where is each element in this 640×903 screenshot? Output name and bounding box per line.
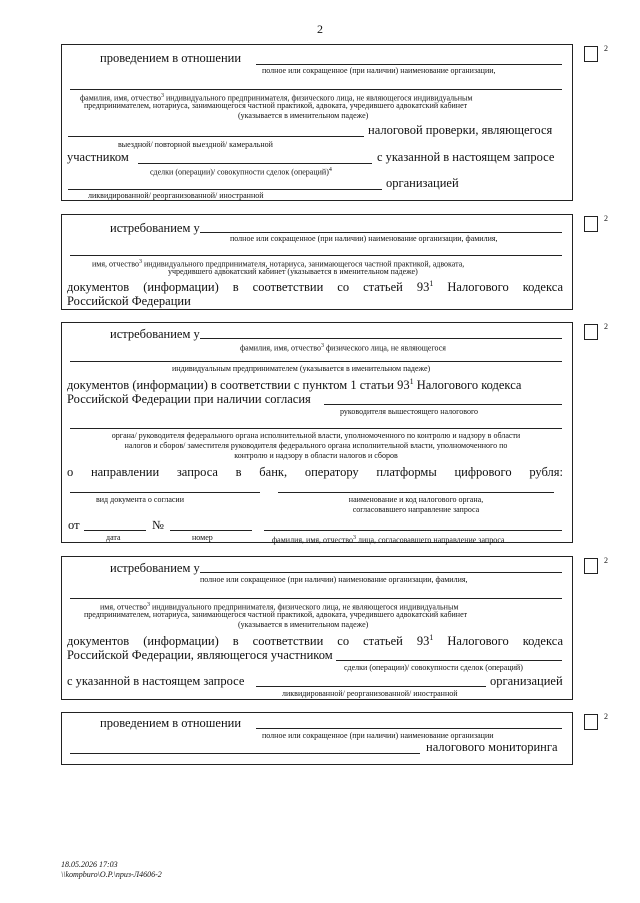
consent-authority-line-2[interactable] (70, 428, 562, 429)
person-name-line-2[interactable] (70, 361, 562, 362)
field-caption: дата (106, 533, 121, 542)
file-path: \\kompburo\О.Р.\приз-Л4606-2 (61, 870, 162, 879)
section-monitoring-checkbox[interactable] (584, 714, 598, 730)
organization-text: организацией (386, 176, 459, 190)
field-caption: номер (192, 533, 213, 542)
organization-type-line[interactable] (68, 189, 382, 190)
approver-name-line[interactable] (264, 530, 562, 531)
lead-text: проведением в отношении (100, 716, 242, 730)
checkbox-footnote-mark: 2 (604, 214, 608, 223)
field-caption: контролю и надзору в области налогов и сборов (234, 451, 398, 460)
field-caption: учредившего адвокатский кабинет (указывается в именительном падеже) (168, 267, 418, 276)
with-request-text: с указанной в настоящем запросе (377, 150, 555, 164)
bank-request-text: о направлении запроса в банк, оператору платформы цифрового рубля: (67, 465, 563, 479)
checkbox-footnote-mark: 2 (604, 322, 608, 331)
number-sign-text: № (152, 518, 164, 532)
organization-type-line[interactable] (256, 686, 486, 687)
consent-document-line[interactable] (70, 492, 260, 493)
audit-text: налоговой проверки, являющегося (368, 123, 553, 137)
field-caption: полное или сокращенное (при наличии) наименование организации, (262, 66, 496, 75)
field-caption: предпринимателем, нотариуса, занимающегося частной практикой, адвоката, учредившего адвокатский кабинет (84, 101, 468, 110)
rf-participant-text: Российской Федерации, являющегося участником (67, 648, 333, 662)
organization-name-line-2[interactable] (70, 255, 562, 256)
with-request-text: с указанной в настоящем запросе (67, 674, 245, 688)
field-caption: индивидуальным предпринимателем (указывается в именительном падеже) (172, 364, 431, 373)
field-caption: согласовавшего направление запроса (352, 505, 480, 514)
date-line[interactable] (84, 530, 146, 531)
field-caption: фамилия, имя, отчество$^3$ индивидуального предпринимателя, физического лица, не являющегося индивидуальным (80, 93, 473, 103)
checkbox-footnote-mark: 2 (604, 44, 608, 53)
organization-text: организацией (490, 674, 563, 688)
field-caption: вид документа о согласии (96, 495, 184, 504)
organization-name-line-2[interactable] (70, 753, 420, 754)
documents-text: документов (информации) в соответствии с пунктом 1 статьи $93^1$ Налогового кодекса (67, 377, 522, 393)
print-date: 18.05.2026 17:03 (61, 860, 118, 869)
checkbox-footnote-mark: 2 (604, 712, 608, 721)
organization-name-line[interactable] (200, 232, 562, 233)
organization-name-line-2[interactable] (70, 89, 562, 90)
field-caption: руководителя вышестоящего налогового (340, 407, 479, 416)
organization-name-line[interactable] (200, 572, 562, 573)
section-request-person-checkbox[interactable] (584, 324, 598, 340)
section-request-org-checkbox[interactable] (584, 216, 598, 232)
field-caption: фамилия, имя, отчество$^3$ лица, согласовавшего направление запроса (272, 535, 505, 545)
field-caption: фамилия, имя, отчество$^3$ физического лица, не являющегося (240, 343, 446, 353)
number-line[interactable] (170, 530, 252, 531)
tax-authority-line[interactable] (278, 492, 554, 493)
section-audit-checkbox[interactable] (584, 46, 598, 62)
lead-text: истребованием у (110, 561, 200, 575)
field-caption: полное или сокращенное (при наличии) наименование организации (262, 731, 494, 740)
field-caption: выездной/ повторной выездной/ камеральной (118, 140, 273, 149)
from-text: от (68, 518, 80, 532)
field-caption: предпринимателем, нотариуса, занимающегося частной практикой, адвоката, учредившего адвокатский кабинет (84, 610, 468, 619)
person-name-line[interactable] (200, 338, 562, 339)
lead-text: истребованием у (110, 221, 200, 235)
tax-monitoring-text: налогового мониторинга (426, 740, 558, 754)
field-caption: полное или сокращенное (при наличии) наименование организации, фамилия, (230, 234, 498, 243)
field-caption: ликвидированной/ реорганизованной/ иностранной (88, 191, 264, 200)
field-caption: налогов и сборов/ заместителя руководителя федерального органа исполнительной власти, уполномоченного по (124, 441, 508, 450)
checkbox-footnote-mark: 2 (604, 556, 608, 565)
organization-name-line[interactable] (256, 728, 562, 729)
lead-text: истребованием у (110, 327, 200, 341)
field-caption: ликвидированной/ реорганизованной/ иностранной (282, 689, 458, 698)
field-caption: (указывается в именительном падеже) (238, 111, 369, 120)
lead-text: проведением в отношении (100, 51, 242, 65)
field-caption: (указывается в именительном падеже) (238, 620, 369, 629)
field-caption: имя, отчество$^3$ индивидуального предпринимателя, нотариуса, занимающегося частной практикой, адвоката, (92, 259, 465, 269)
field-caption: сделки (операции)/ совокупности сделок (операций) (344, 663, 523, 672)
field-caption: полное или сокращенное (при наличии) наименование организации, фамилия, (200, 575, 468, 584)
rf-consent-text: Российской Федерации при наличии согласия (67, 392, 311, 406)
transaction-line[interactable] (336, 660, 562, 661)
documents-text: документов (информации) в соответствии со статьей $93^1$ Налогового кодекса (67, 633, 563, 649)
section-request-participant-checkbox[interactable] (584, 558, 598, 574)
organization-name-line-2[interactable] (70, 598, 562, 599)
rf-text: Российской Федерации (67, 294, 191, 308)
documents-text: документов (информации) в соответствии со статьей $93^1$ Налогового кодекса (67, 279, 563, 295)
transaction-line[interactable] (138, 163, 372, 164)
field-caption: органа/ руководителя федерального органа исполнительной власти, уполномоченного по контролю и надзору в области (111, 431, 521, 440)
consent-authority-line[interactable] (324, 404, 562, 405)
field-caption: сделки (операции)/ совокупности сделок (операций)$^4$ (150, 167, 332, 177)
organization-name-line[interactable] (256, 64, 562, 65)
audit-type-line[interactable] (68, 136, 364, 137)
participant-text: участником (67, 150, 129, 164)
field-caption: имя, отчество$^3$ индивидуального предпринимателя, физического лица, не являющегося индивидуальным (100, 602, 459, 612)
field-caption: наименование и код налогового органа, (348, 495, 484, 504)
page-number: 2 (317, 22, 323, 36)
